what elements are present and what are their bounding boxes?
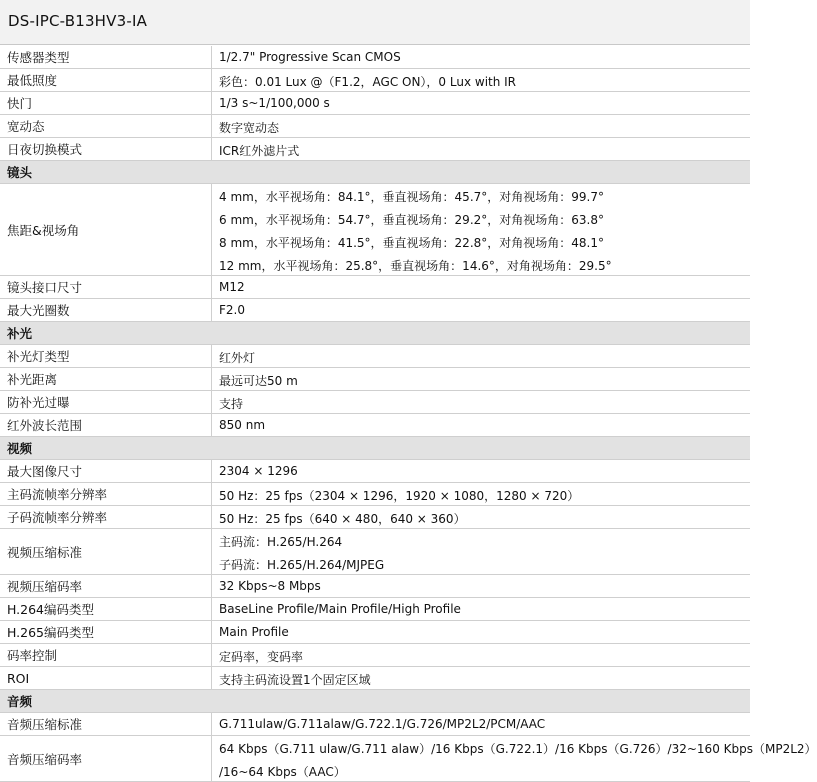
spec-value	[219, 368, 750, 390]
spec-value	[219, 138, 750, 160]
spec-label: 日夜切换模式	[0, 138, 212, 160]
section-title: 视频	[7, 441, 33, 456]
spec-value	[219, 644, 750, 666]
spec-label: 红外波长范围	[0, 414, 212, 436]
spec-label: 子码流帧率分辨率	[0, 506, 212, 528]
spec-label: 音频压缩码率	[0, 736, 212, 781]
spec-value-line: ICR红外滤片式	[219, 144, 300, 158]
spec-value	[219, 414, 750, 436]
spec-value	[219, 506, 750, 528]
spec-value-line: 支持主码流设置1个固定区域	[219, 673, 371, 687]
spec-label: 主码流帧率分辨率	[0, 483, 212, 505]
spec-value	[219, 115, 750, 137]
spec-row	[0, 713, 750, 736]
spec-row	[0, 506, 750, 529]
spec-row	[0, 46, 750, 69]
spec-value-line: 4 mm，水平视场角：84.1°，垂直视场角：45.7°，对角视场角：99.7°	[219, 190, 604, 204]
spec-row	[0, 138, 750, 161]
spec-row	[0, 115, 750, 138]
spec-value-line: 最远可达50 m	[219, 374, 298, 388]
spec-row	[0, 598, 750, 621]
spec-row	[0, 460, 750, 483]
spec-value-line: G.711ulaw/G.711alaw/G.722.1/G.726/MP2L2/PCM/AAC	[219, 717, 546, 731]
spec-value	[219, 621, 750, 643]
spec-row	[0, 667, 750, 690]
spec-label: 传感器类型	[0, 46, 212, 68]
spec-value-line: 彩色：0.01 Lux @（F1.2，AGC ON），0 Lux with IR	[219, 75, 517, 89]
section-header	[0, 690, 750, 713]
spec-label: 最大光圈数	[0, 299, 212, 321]
section-header	[0, 437, 750, 460]
spec-label: 宽动态	[0, 115, 212, 137]
section-title: 镜头	[7, 165, 33, 180]
spec-value-line: 子码流：H.265/H.264/MJPEG	[219, 558, 385, 572]
section-header	[0, 161, 750, 184]
spec-row	[0, 621, 750, 644]
spec-value	[219, 299, 750, 321]
spec-label: 音频压缩标准	[0, 713, 212, 735]
spec-title-bar	[0, 0, 750, 45]
spec-value-line: /16~64 Kbps（AAC）	[219, 765, 346, 779]
spec-row	[0, 644, 750, 667]
spec-value	[219, 736, 817, 781]
spec-value-line: M12	[219, 280, 245, 294]
spec-row	[0, 529, 750, 575]
spec-value	[219, 667, 750, 689]
spec-value-line: 定码率，变码率	[219, 650, 304, 664]
spec-row	[0, 575, 750, 598]
spec-value	[219, 529, 750, 574]
spec-value-line: 50 Hz：25 fps（2304 × 1296，1920 × 1080，1280 × 720）	[219, 489, 580, 503]
spec-value	[219, 460, 750, 482]
spec-value-line: 红外灯	[219, 351, 256, 365]
model-title: DS-IPC-B13HV3-IA	[8, 12, 148, 30]
spec-row	[0, 69, 750, 92]
spec-value	[219, 598, 750, 620]
spec-value-line: BaseLine Profile/Main Profile/High Profile	[219, 602, 461, 616]
spec-label: 镜头接口尺寸	[0, 276, 212, 298]
spec-label: ROI	[0, 667, 212, 689]
spec-row	[0, 414, 750, 437]
spec-value-line: 8 mm，水平视场角：41.5°，垂直视场角：22.8°，对角视场角：48.1°	[219, 236, 604, 250]
spec-label: 视频压缩标准	[0, 529, 212, 574]
spec-label: 焦距&视场角	[0, 184, 212, 275]
spec-value	[219, 92, 750, 114]
spec-label: 补光灯类型	[0, 345, 212, 367]
spec-label: H.265编码类型	[0, 621, 212, 643]
spec-value	[219, 184, 750, 275]
section-title: 补光	[7, 326, 33, 341]
section-header	[0, 322, 750, 345]
spec-value	[219, 391, 750, 413]
spec-value	[219, 46, 750, 68]
spec-label: 补光距离	[0, 368, 212, 390]
spec-value-line: 50 Hz：25 fps（640 × 480，640 × 360）	[219, 512, 466, 526]
spec-value-line: 数字宽动态	[219, 121, 280, 135]
spec-value-line: 12 mm，水平视场角：25.8°，垂直视场角：14.6°，对角视场角：29.5°	[219, 259, 612, 273]
spec-value-line: 1/3 s~1/100,000 s	[219, 96, 330, 110]
spec-value-line: 1/2.7" Progressive Scan CMOS	[219, 50, 401, 64]
spec-row	[0, 368, 750, 391]
spec-row	[0, 299, 750, 322]
spec-label: 视频压缩码率	[0, 575, 212, 597]
spec-label: 防补光过曝	[0, 391, 212, 413]
spec-label: 最大图像尺寸	[0, 460, 212, 482]
spec-row	[0, 391, 750, 414]
spec-value	[219, 69, 750, 91]
spec-value	[219, 483, 750, 505]
spec-label: 快门	[0, 92, 212, 114]
spec-value-line: 支持	[219, 397, 244, 411]
spec-row	[0, 92, 750, 115]
spec-value-line: 6 mm，水平视场角：54.7°，垂直视场角：29.2°，对角视场角：63.8°	[219, 213, 604, 227]
spec-value-line: 32 Kbps~8 Mbps	[219, 579, 321, 593]
spec-row	[0, 736, 817, 782]
spec-value-line: F2.0	[219, 303, 245, 317]
spec-value-line: 850 nm	[219, 418, 266, 432]
spec-row	[0, 483, 750, 506]
spec-row	[0, 184, 750, 276]
spec-value-line: 2304 × 1296	[219, 464, 298, 478]
spec-row	[0, 345, 750, 368]
spec-label: 码率控制	[0, 644, 212, 666]
spec-row	[0, 276, 750, 299]
section-title: 音频	[7, 694, 33, 709]
spec-value-line: 64 Kbps（G.711 ulaw/G.711 alaw）/16 Kbps（G.722.1）/16 Kbps（G.726）/32~160 Kbps（MP2L2）	[219, 742, 817, 756]
spec-value	[219, 713, 750, 735]
spec-label: 最低照度	[0, 69, 212, 91]
spec-label: H.264编码类型	[0, 598, 212, 620]
spec-value-line: 主码流：H.265/H.264	[219, 535, 343, 549]
spec-value	[219, 575, 750, 597]
spec-value	[219, 276, 750, 298]
spec-value	[219, 345, 750, 367]
spec-value-line: Main Profile	[219, 625, 289, 639]
